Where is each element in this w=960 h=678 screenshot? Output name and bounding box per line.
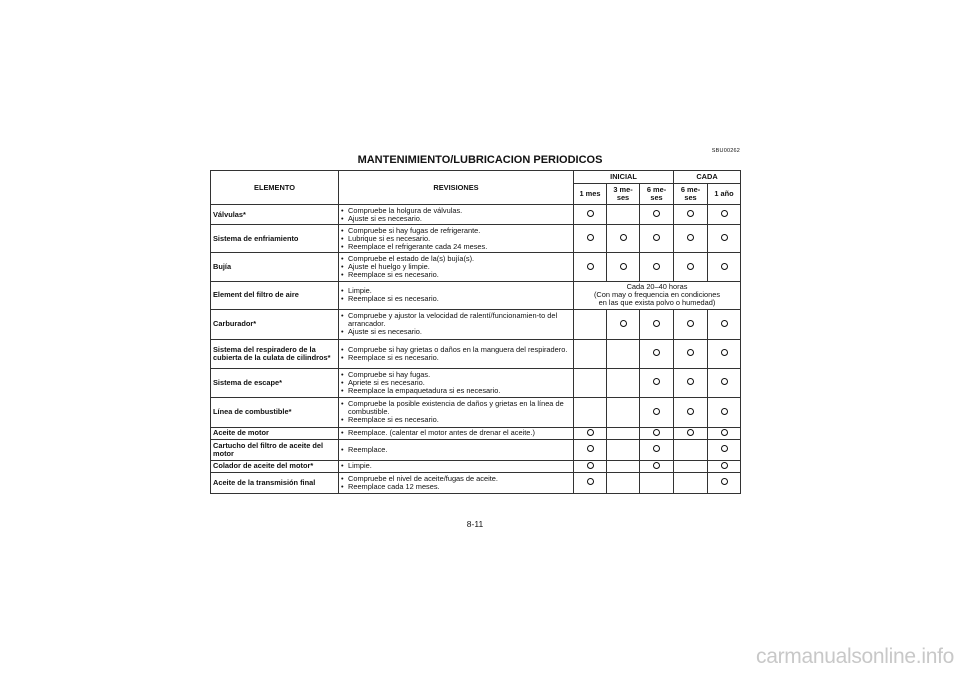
element-name: Carburador* [211,309,339,339]
revision-item: • Reemplace la empaquetadura si es necesario. [341,387,571,395]
revisions-cell [339,253,574,282]
check-circle-icon [587,445,594,452]
revisions-cell [339,472,574,493]
check-circle-icon [687,320,694,327]
interval-cell [674,253,708,282]
interval-cell [607,205,640,225]
check-circle-icon [587,234,594,241]
table-row [211,309,741,339]
interval-cell [574,205,607,225]
revision-item: • Compruebe la holgura de válvulas. [341,207,571,215]
interval-cell [674,427,708,439]
table-row [211,368,741,397]
interval-cell [674,205,708,225]
interval-cell [708,460,741,472]
interval-cell [640,253,674,282]
interval-cell [708,439,741,460]
interval-cell [574,472,607,493]
check-circle-icon [620,234,627,241]
revision-item: • Limpie. [341,287,571,295]
revisions-cell [339,309,574,339]
check-circle-icon [687,408,694,415]
interval-cell [574,368,607,397]
revision-item: • Limpie. [341,462,571,470]
interval-cell [574,253,607,282]
revisions-cell [339,427,574,439]
revision-item: • Lubrique si es necesario. [341,235,571,243]
check-circle-icon [653,429,660,436]
header-period: 1 mes [574,184,607,205]
revisions-cell [339,205,574,225]
interval-cell [708,472,741,493]
interval-cell [674,309,708,339]
revision-item: • Compruebe si hay fugas. [341,371,571,379]
interval-cell [607,427,640,439]
interval-cell [708,397,741,427]
table-row [211,397,741,427]
check-circle-icon [653,234,660,241]
revision-item: • Compruebe el estado de la(s) bujía(s). [341,255,571,263]
revision-item: • Reemplace si es necesario. [341,354,571,362]
interval-cell [708,368,741,397]
interval-cell [574,225,607,253]
table-row [211,427,741,439]
header-elemento: ELEMENTO [211,171,339,205]
element-name: Válvulas* [211,205,339,225]
check-circle-icon [687,378,694,385]
interval-cell [708,309,741,339]
check-circle-icon [721,429,728,436]
revision-item: • Compruebe y ajustor la velocidad de ralentí/funcionamien-to del arrancador. [341,312,571,328]
check-circle-icon [653,349,660,356]
element-name: Línea de combustible* [211,397,339,427]
element-name: Aceite de motor [211,427,339,439]
revision-item: • Compruebe el nivel de aceite/fugas de aceite. [341,475,571,483]
check-circle-icon [721,462,728,469]
revision-item: • Reemplace el refrigerante cada 24 meses. [341,243,571,251]
interval-cell [607,225,640,253]
interval-cell [640,472,674,493]
interval-cell [674,225,708,253]
interval-cell [640,460,674,472]
interval-cell [607,472,640,493]
check-circle-icon [721,234,728,241]
header-inicial: INICIAL [574,171,674,184]
revision-item: • Apriete si es necesario. [341,379,571,387]
check-circle-icon [620,320,627,327]
element-name: Bujía [211,253,339,282]
check-circle-icon [653,462,660,469]
interval-cell [640,368,674,397]
header-period: 6 me- ses [640,184,674,205]
element-name: Colador de aceite del motor* [211,460,339,472]
interval-cell [574,460,607,472]
check-circle-icon [653,263,660,270]
table-row [211,205,741,225]
element-name: Sistema de enfriamiento [211,225,339,253]
revisions-cell [339,397,574,427]
check-circle-icon [620,263,627,270]
check-circle-icon [721,445,728,452]
check-circle-icon [687,263,694,270]
interval-cell [674,339,708,368]
interval-cell [674,472,708,493]
interval-cell [708,339,741,368]
interval-cell [607,397,640,427]
check-circle-icon [653,378,660,385]
revisions-cell [339,339,574,368]
revision-item: • Reemplace. [341,446,571,454]
interval-cell [574,427,607,439]
table-row [211,253,741,282]
page-title: MANTENIMIENTO/LUBRICACION PERIODICOS [357,154,603,166]
element-name: Sistema de escape* [211,368,339,397]
check-circle-icon [721,349,728,356]
interval-cell [708,427,741,439]
check-circle-icon [721,210,728,217]
revision-item: • Compruebe si hay grietas o daños en la manguera del respiradero. [341,346,571,354]
element-name: Element del filtro de aire [211,282,339,310]
table-row [211,339,741,368]
interval-cell [708,225,741,253]
revisions-cell [339,439,574,460]
revision-item: • Reemplace cada 12 meses. [341,483,571,491]
interval-cell [640,205,674,225]
check-circle-icon [687,429,694,436]
check-circle-icon [721,378,728,385]
interval-cell [574,439,607,460]
element-name: Sistema del respiradero de la cubierta de la culata de cilindros* [211,339,339,368]
interval-cell [640,309,674,339]
interval-cell [574,397,607,427]
check-circle-icon [587,210,594,217]
interval-cell [640,339,674,368]
interval-cell [708,205,741,225]
interval-cell [640,397,674,427]
check-circle-icon [721,320,728,327]
interval-cell [674,439,708,460]
interval-cell [640,427,674,439]
check-circle-icon [721,478,728,485]
check-circle-icon [687,234,694,241]
header-period: 3 me- ses [607,184,640,205]
interval-cell [574,309,607,339]
check-circle-icon [587,429,594,436]
interval-cell [607,339,640,368]
header-cada: CADA [674,171,741,184]
table-row [211,460,741,472]
interval-cell [607,460,640,472]
revision-item: • Ajuste si es necesario. [341,215,571,223]
interval-cell [607,439,640,460]
header-period: 6 me- ses [674,184,708,205]
check-circle-icon [687,349,694,356]
interval-cell [640,439,674,460]
revision-item: • Compruebe la posible existencia de daños y grietas en la línea de combustible. [341,400,571,416]
table-row [211,472,741,493]
interval-cell [607,368,640,397]
table-row [211,225,741,253]
table-row [211,439,741,460]
header-revisiones: REVISIONES [339,171,574,205]
check-circle-icon [587,478,594,485]
revision-item: • Ajuste si es necesario. [341,328,571,336]
check-circle-icon [587,462,594,469]
check-circle-icon [653,210,660,217]
watermark: carmanualsonline.info [756,645,954,668]
check-circle-icon [653,408,660,415]
interval-cell [708,253,741,282]
check-circle-icon [721,263,728,270]
revision-item: • Reemplace si es necesario. [341,416,571,424]
revisions-cell [339,225,574,253]
element-name: Cartucho del filtro de aceite del motor [211,439,339,460]
revision-item: • Ajuste el huelgo y limpie. [341,263,571,271]
interval-cell [574,339,607,368]
page-number: 8-11 [466,519,484,529]
interval-note: Cada 20–40 horas (Con may o frequencia en condiciones en las que exista polvo o humedad) [574,282,741,310]
maintenance-table [210,170,741,494]
interval-cell [674,460,708,472]
check-circle-icon [721,408,728,415]
check-circle-icon [587,263,594,270]
revisions-cell [339,282,574,310]
revision-item: • Compruebe si hay fugas de refrigerante. [341,227,571,235]
revision-item: • Reemplace. (calentar el motor antes de drenar el aceite.) [341,429,571,437]
revision-item: • Reemplace si es necesario. [341,295,571,303]
element-name: Aceite de la transmisión final [211,472,339,493]
check-circle-icon [653,445,660,452]
revision-item: • Reemplace si es necesario. [341,271,571,279]
interval-cell [640,225,674,253]
interval-cell [607,309,640,339]
interval-cell [607,253,640,282]
interval-cell [674,397,708,427]
interval-cell [674,368,708,397]
check-circle-icon [687,210,694,217]
header-period: 1 año [708,184,741,205]
document-code: SBU00262 [711,148,740,154]
revisions-cell [339,368,574,397]
revisions-cell [339,460,574,472]
check-circle-icon [653,320,660,327]
table-row [211,282,741,310]
